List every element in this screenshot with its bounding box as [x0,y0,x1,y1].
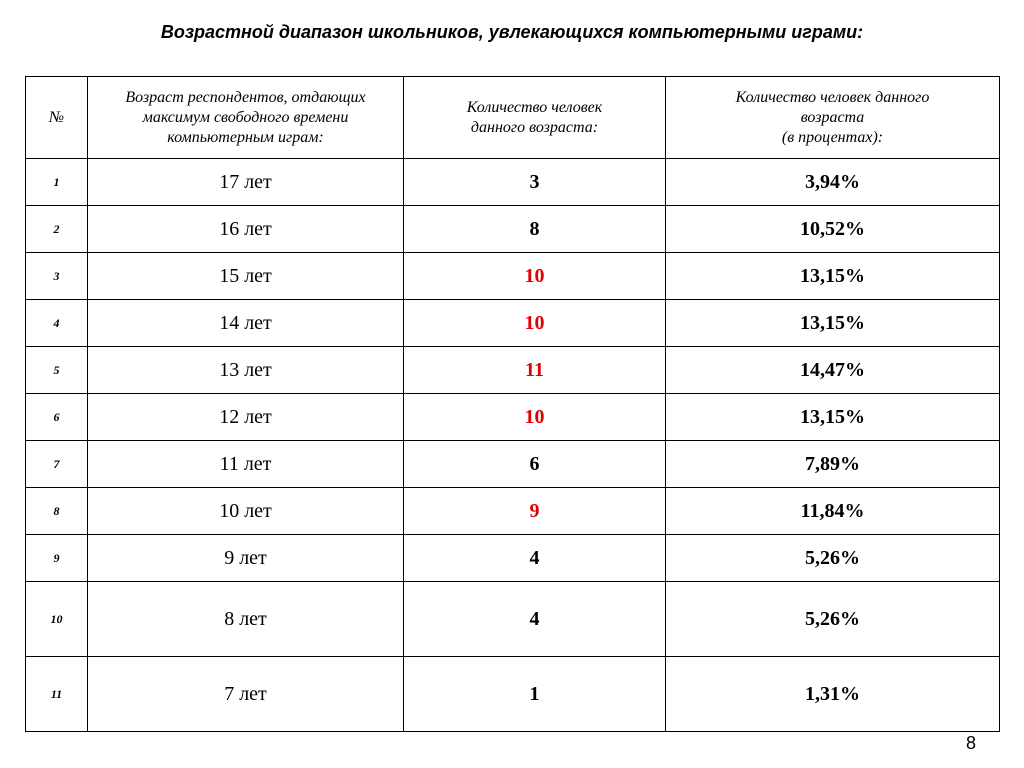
row-percent: 1,31% [666,657,1000,732]
row-percent: 14,47% [666,347,1000,394]
table-row [26,488,1000,535]
row-count: 4 [404,535,666,582]
row-count: 8 [404,206,666,253]
row-number: 6 [26,394,88,441]
row-age: 12 лет [88,394,404,441]
header-percent [666,77,1000,159]
row-number: 8 [26,488,88,535]
row-percent: 13,15% [666,253,1000,300]
table-row [26,253,1000,300]
table-row [26,657,1000,732]
table-row [26,300,1000,347]
row-age: 7 лет [88,657,404,732]
table-row [26,535,1000,582]
row-number: 2 [26,206,88,253]
row-percent: 3,94% [666,159,1000,206]
table-row [26,394,1000,441]
row-number: 1 [26,159,88,206]
row-count: 6 [404,441,666,488]
row-number: 4 [26,300,88,347]
header-percent-line2: (в процентах): [781,128,884,146]
table-row [26,159,1000,206]
row-age: 15 лет [88,253,404,300]
row-count: 1 [404,657,666,732]
row-number: 3 [26,253,88,300]
row-count: 9 [404,488,666,535]
row-age: 10 лет [88,488,404,535]
row-percent: 7,89% [666,441,1000,488]
row-age: 11 лет [88,441,404,488]
row-percent: 5,26% [666,582,1000,657]
table-header-row [26,77,1000,159]
table-row [26,441,1000,488]
slide-title: Возрастной диапазон школьников, увлекающихся компьютерными играми: [160,22,864,42]
table-row [26,206,1000,253]
header-age: Возраст респондентов, отдающих максимум свободного времени компьютерным играм: [88,77,404,159]
header-count: Количество человек данного возраста: [404,77,666,159]
header-number: № [26,77,88,159]
row-percent: 11,84% [666,488,1000,535]
table-row [26,347,1000,394]
row-age: 13 лет [88,347,404,394]
row-count: 10 [404,300,666,347]
row-number: 10 [26,582,88,657]
row-age: 17 лет [88,159,404,206]
row-percent: 13,15% [666,394,1000,441]
header-percent-line1: Количество человек данного возраста [735,88,930,126]
row-count: 10 [404,253,666,300]
row-age: 16 лет [88,206,404,253]
row-number: 9 [26,535,88,582]
age-range-table [25,76,1000,732]
row-number: 5 [26,347,88,394]
row-percent: 13,15% [666,300,1000,347]
table-body [26,159,1000,732]
row-age: 14 лет [88,300,404,347]
row-age: 8 лет [88,582,404,657]
row-percent: 5,26% [666,535,1000,582]
row-percent: 10,52% [666,206,1000,253]
row-age: 9 лет [88,535,404,582]
row-count: 11 [404,347,666,394]
table-row [26,582,1000,657]
row-count: 10 [404,394,666,441]
row-count: 3 [404,159,666,206]
row-number: 11 [26,657,88,732]
row-count: 4 [404,582,666,657]
row-number: 7 [26,441,88,488]
page-number: 8 [965,733,976,753]
